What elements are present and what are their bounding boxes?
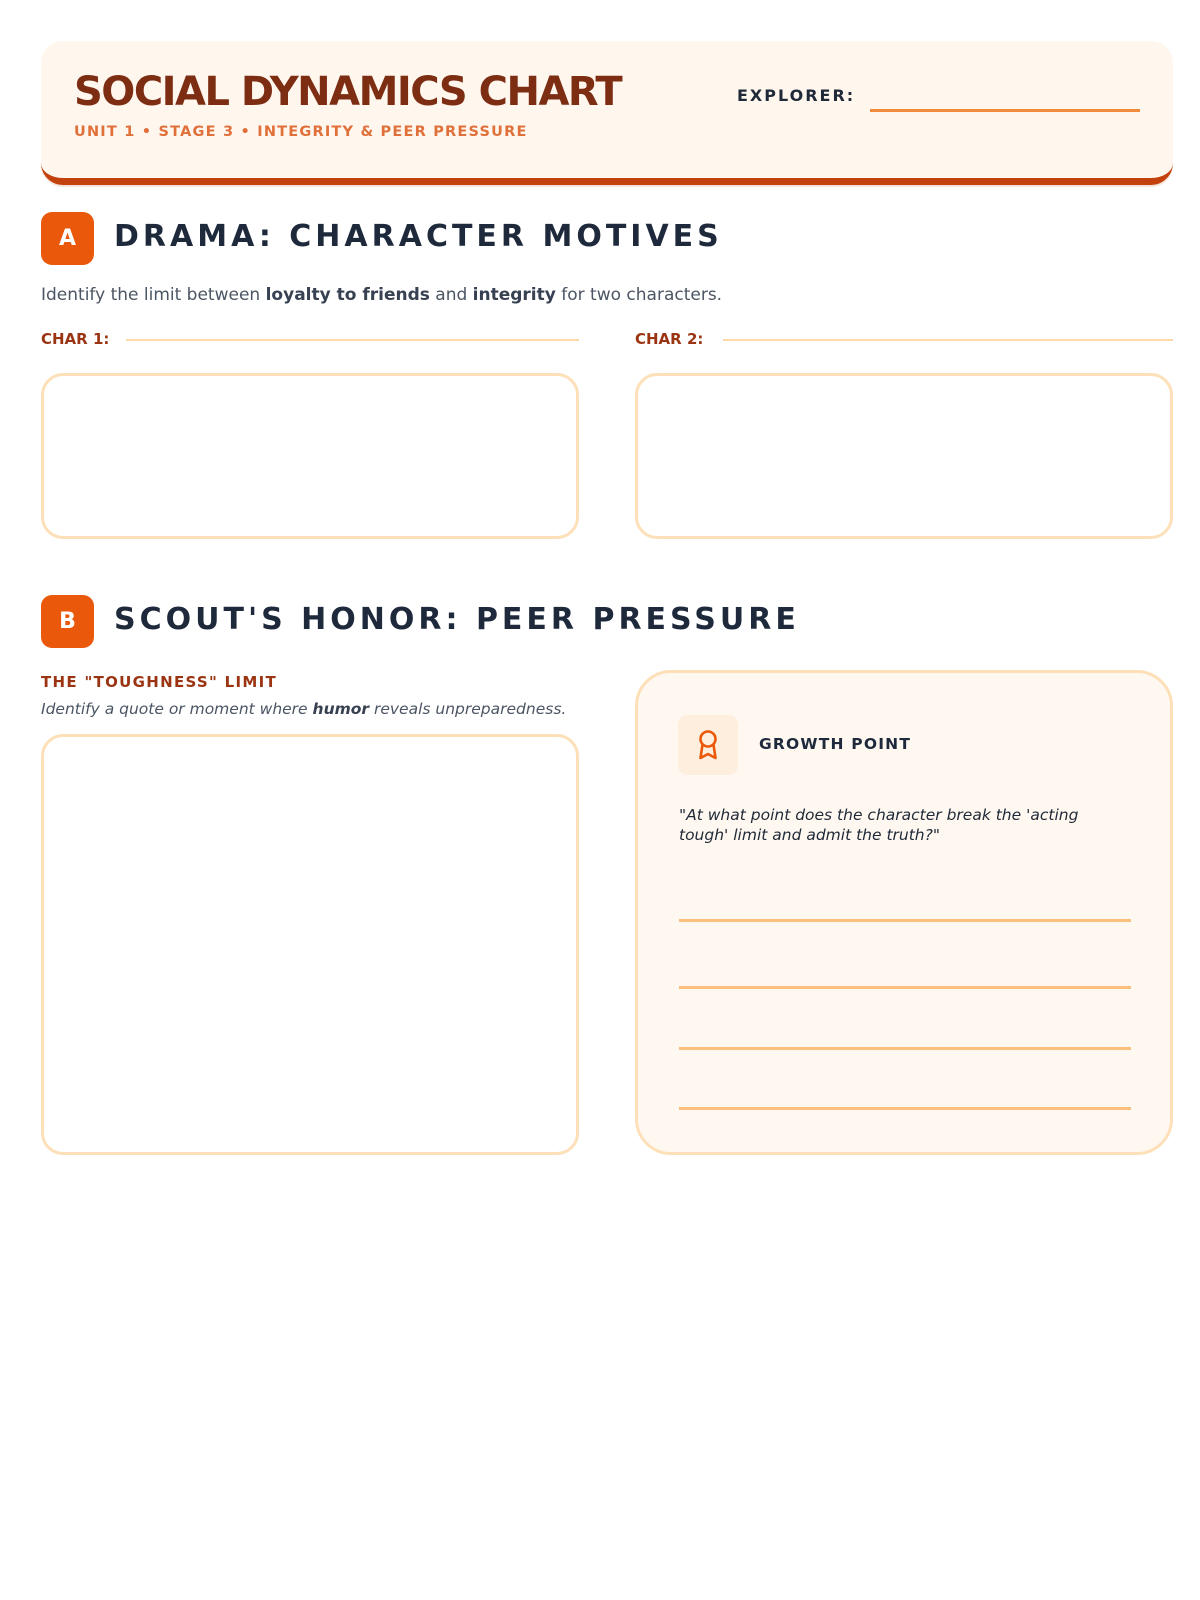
section-a-instruction xyxy=(41,285,722,305)
toughness-limit-description xyxy=(41,700,566,718)
growth-point-quote: "At what point does the character break the 'acting tough' limit and admit the truth?" xyxy=(679,806,1079,844)
growth-answer-line[interactable] xyxy=(679,1107,1131,1110)
char1-name-field[interactable] xyxy=(126,339,579,341)
growth-answer-line[interactable] xyxy=(679,919,1131,922)
growth-answer-line[interactable] xyxy=(679,1047,1131,1050)
instruction-emphasis-loyalty: loyalty to friends xyxy=(265,285,430,305)
char2-response-box[interactable] xyxy=(635,373,1173,539)
header-card xyxy=(41,41,1173,185)
description-emphasis-humor: humor xyxy=(312,700,370,718)
growth-answer-line[interactable] xyxy=(679,986,1131,989)
char1-response-box[interactable] xyxy=(41,373,579,539)
char2-label: CHAR 2: xyxy=(635,330,704,348)
description-text: Identify a quote or moment where xyxy=(41,700,313,718)
explorer-name-field[interactable] xyxy=(870,109,1140,112)
growth-point-card xyxy=(635,670,1173,1155)
section-a-title: DRAMA: CHARACTER MOTIVES xyxy=(114,219,723,254)
description-text: reveals unpreparedness. xyxy=(369,700,567,718)
award-ribbon-icon xyxy=(678,715,738,775)
char1-label: CHAR 1: xyxy=(41,330,110,348)
growth-point-title: GROWTH POINT xyxy=(759,735,912,753)
toughness-response-box[interactable] xyxy=(41,734,579,1155)
char2-name-field[interactable] xyxy=(723,339,1173,341)
explorer-label: EXPLORER: xyxy=(737,86,856,105)
page-subtitle: UNIT 1 • STAGE 3 • INTEGRITY & PEER PRESSURE xyxy=(74,124,528,140)
instruction-text: for two characters. xyxy=(555,285,723,305)
toughness-limit-label: THE "TOUGHNESS" LIMIT xyxy=(41,673,278,691)
instruction-text: Identify the limit between xyxy=(41,285,266,305)
section-b-badge: B xyxy=(41,595,94,648)
section-b-title: SCOUT'S HONOR: PEER PRESSURE xyxy=(114,602,800,637)
section-a-badge: A xyxy=(41,212,94,265)
instruction-emphasis-integrity: integrity xyxy=(472,285,556,305)
page-title: SOCIAL DYNAMICS CHART xyxy=(74,69,622,115)
instruction-text: and xyxy=(429,285,473,305)
